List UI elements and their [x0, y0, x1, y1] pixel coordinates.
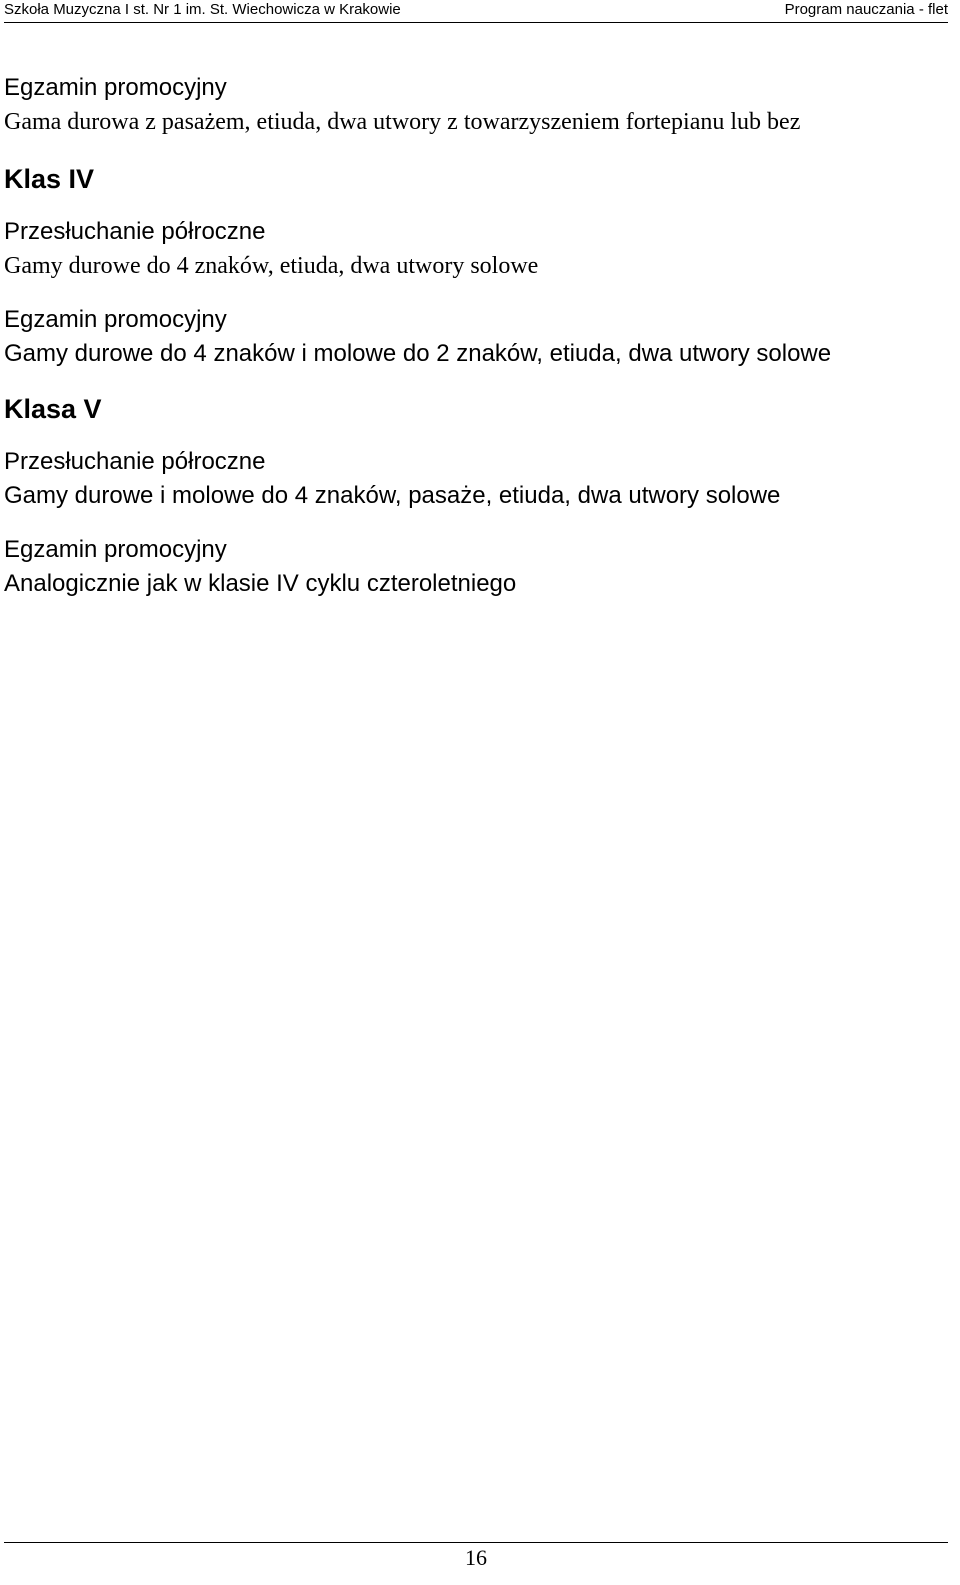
- section-semester-review: [4, 446, 948, 514]
- section-semester-review: [4, 216, 948, 284]
- class-title: Klasa V: [4, 394, 102, 424]
- school-name: Szkoła Muzyczna I st. Nr 1 im. St. Wiechowicza w Krakowie: [4, 1, 401, 18]
- class-title: Klas IV: [4, 164, 95, 194]
- page-footer: [4, 1542, 948, 1573]
- section-exam: [4, 304, 948, 372]
- section-text: Analogicznie jak w klasie IV cyklu czteroletniego: [4, 570, 517, 597]
- section-text: Gamy durowe do 4 znaków i molowe do 2 znaków, etiuda, dwa utwory solowe: [4, 340, 832, 367]
- section-exam: [4, 72, 948, 140]
- section-exam: [4, 534, 948, 602]
- document-title: Program nauczania - flet: [784, 1, 948, 18]
- section-text: Gamy durowe i molowe do 4 znaków, pasaże, etiuda, dwa utwory solowe: [4, 482, 781, 509]
- section-label: Egzamin promocyjny: [4, 306, 227, 333]
- page-number: 16: [465, 1545, 487, 1570]
- section-label: Przesłuchanie półroczne: [4, 448, 266, 475]
- section-label: Przesłuchanie półroczne: [4, 218, 266, 245]
- page-header: [4, 0, 948, 23]
- page-content: [4, 72, 948, 602]
- section-label: Egzamin promocyjny: [4, 74, 227, 101]
- section-label: Egzamin promocyjny: [4, 536, 227, 563]
- section-text: Gama durowa z pasażem, etiuda, dwa utwory z towarzyszeniem fortepianu lub bez: [4, 109, 801, 135]
- section-text: Gamy durowe do 4 znaków, etiuda, dwa utwory solowe: [4, 253, 539, 279]
